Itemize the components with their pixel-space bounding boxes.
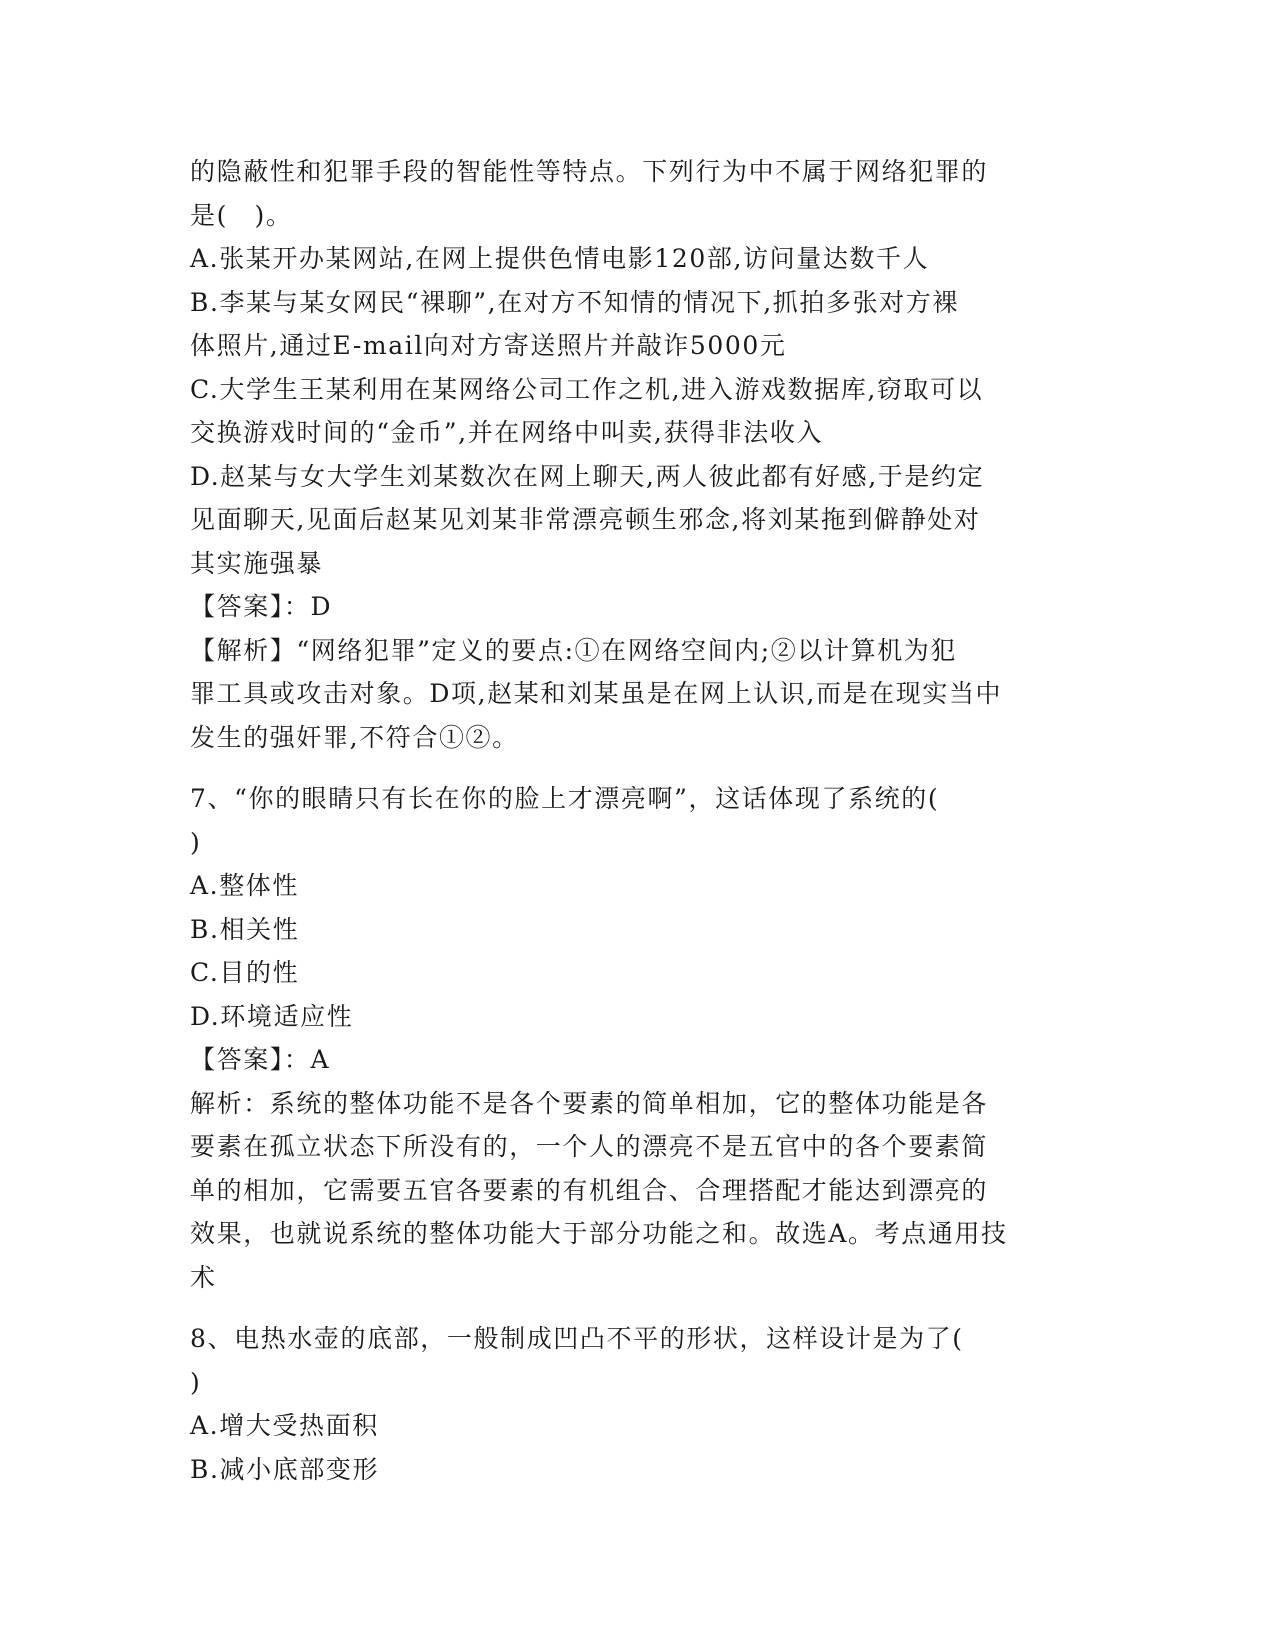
- option-b: B.相关性: [190, 914, 300, 944]
- option-a: A.增大受热面积: [190, 1411, 379, 1440]
- analysis: [190, 1082, 1090, 1300]
- question-8: [190, 1317, 1090, 1491]
- analysis-line: 解析：系统的整体功能不是各个要素的简单相加，它的整体功能是各: [190, 1088, 989, 1118]
- option-b: B.减小底部变形: [190, 1454, 380, 1484]
- option-line: 交换游戏时间的“金币”,并在网络中叫卖,获得非法收入: [190, 418, 824, 447]
- question-spacer: [190, 759, 1090, 777]
- option-a: A.整体性: [190, 871, 300, 900]
- question-stem-line: 是( )。: [190, 200, 293, 230]
- answer: 【答案】：D: [190, 592, 333, 621]
- option-line: B.李某与某女网民“裸聊”,在对方不知情的情况下,抓拍多张对方裸: [190, 287, 959, 317]
- question-stem-line: ): [190, 1367, 202, 1397]
- analysis-line: 效果，也就说系统的整体功能大于部分功能之和。故选A。考点通用技: [190, 1219, 1008, 1248]
- question-7: [190, 777, 1090, 1299]
- analysis-line: 要素在孤立状态下所没有的，一个人的漂亮不是五官中的各个要素简: [190, 1132, 989, 1161]
- option-line: D.赵某与女大学生刘某数次在网上聊天,两人彼此都有好感,于是约定: [190, 461, 985, 491]
- option-line: 其实施强暴: [190, 548, 324, 578]
- analysis: [190, 629, 1090, 760]
- question-6: [190, 150, 1090, 759]
- analysis-line: 罪工具或攻击对象。D项,赵某和刘某虽是在网上认识,而是在现实当中: [190, 679, 1003, 708]
- option-line: C.大学生王某利用在某网络公司工作之机,进入游戏数据库,窃取可以: [190, 374, 984, 404]
- question-stem-line: ): [190, 827, 202, 857]
- option-c: C.目的性: [190, 958, 300, 987]
- option-d: [190, 455, 1090, 586]
- question-stem-line: 7、“你的眼睛只有长在你的脸上才漂亮啊”，这话体现了系统的(: [190, 784, 940, 813]
- question-stem-line: 8、电热水壶的底部，一般制成凹凸不平的形状，这样设计是为了(: [190, 1324, 964, 1353]
- option-a: [190, 237, 1090, 281]
- question-spacer: [190, 1299, 1090, 1317]
- option-c: [190, 368, 1090, 455]
- document-page: [190, 150, 1090, 1491]
- option-line: A.张某开办某网站,在网上提供色情电影120部,访问量达数千人: [190, 244, 930, 273]
- option-line: 体照片,通过E-mail向对方寄送照片并敲诈5000元: [190, 331, 787, 360]
- answer: 【答案】：A: [190, 1045, 331, 1074]
- analysis-line: 术: [190, 1262, 217, 1292]
- option-line: 见面聊天,见面后赵某见刘某非常漂亮顿生邪念,将刘某拖到僻静处对: [190, 505, 981, 534]
- analysis-line: 【解析】“网络犯罪”定义的要点:①在网络空间内;②以计算机为犯: [190, 635, 958, 665]
- option-b: [190, 281, 1090, 368]
- analysis-line: 单的相加，它需要五官各要素的有机组合、合理搭配才能达到漂亮的: [190, 1175, 989, 1205]
- question-stem-line: 的隐蔽性和犯罪手段的智能性等特点。下列行为中不属于网络犯罪的: [190, 157, 989, 186]
- analysis-line: 发生的强奸罪,不符合①②。: [190, 722, 519, 752]
- option-d: D.环境适应性: [190, 1001, 354, 1031]
